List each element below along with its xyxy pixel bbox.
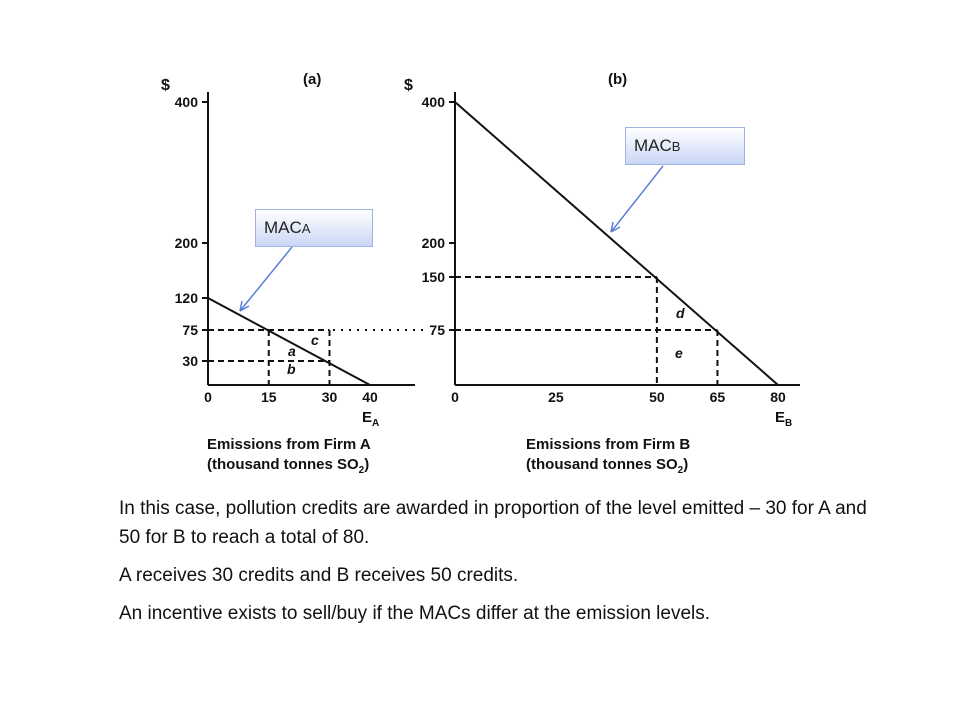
region-c-label: c bbox=[311, 332, 319, 348]
panel-a bbox=[161, 71, 415, 476]
panel-b-y-tick-label: 150 bbox=[421, 269, 445, 285]
panel-b-y-tick-label: 200 bbox=[421, 235, 445, 251]
panel-a-y-label: $ bbox=[161, 77, 170, 94]
panel-a-y-tick-label: 75 bbox=[182, 322, 198, 338]
panel-a-y-tick-label: 120 bbox=[174, 290, 198, 306]
panel-a-x-ticks bbox=[204, 389, 378, 405]
panel-a-title: (a) bbox=[303, 71, 322, 88]
mac-b-callout-label: MAC bbox=[634, 136, 672, 155]
paragraph-2: A receives 30 credits and B receives 50 credits. bbox=[119, 565, 519, 586]
mac-b-callout bbox=[625, 127, 745, 165]
panel-a-y-ticks bbox=[175, 94, 208, 369]
panel-b-y-label: $ bbox=[404, 77, 413, 94]
panel-b-x-tick-label: 0 bbox=[451, 389, 459, 405]
panel-a-y-tick-label: 30 bbox=[182, 353, 198, 369]
panel-a-x-tick-label: 30 bbox=[321, 389, 338, 405]
mac-b-callout-sub: B bbox=[671, 138, 681, 154]
mac-a-callout-arrow bbox=[240, 247, 292, 311]
panel-a-caption-line2: (thousand tonnes $SO_2$) bbox=[207, 456, 370, 476]
panel-b-caption-line2: (thousand tonnes $SO_2$) bbox=[526, 456, 689, 476]
mac-a-callout-sub: A bbox=[301, 220, 311, 236]
panel-b-x-tick-label: 80 bbox=[770, 389, 786, 405]
panel-b-x-tick-label: 25 bbox=[548, 389, 564, 405]
paragraph-1: In this case, pollution credits are awarded in proportion of the level emitted – 30 for A and 50 for B to reach a total of 80. bbox=[119, 498, 867, 548]
panel-a-x-tick-label: 15 bbox=[260, 389, 277, 405]
mac-b-callout-arrow bbox=[611, 166, 663, 232]
panel-b-y-ticks bbox=[422, 94, 455, 338]
panel-a-x-tick-label: 40 bbox=[362, 389, 378, 405]
panel-b-x-tick-label: 65 bbox=[709, 389, 726, 405]
panel-a-x-label: $E_A$ bbox=[362, 409, 380, 429]
panel-b-title: (b) bbox=[608, 71, 628, 88]
panel-a-x-tick-label: 0 bbox=[204, 389, 212, 405]
region-d-label: d bbox=[676, 305, 685, 321]
panel-b-x-label: $E_B$ bbox=[775, 409, 793, 429]
panel-b-x-ticks bbox=[451, 389, 786, 405]
region-a-label: a bbox=[288, 343, 296, 359]
region-e-label: e bbox=[675, 345, 683, 361]
panel-b-x-tick-label: 50 bbox=[649, 389, 665, 405]
panel-b-y-tick-label: 400 bbox=[421, 94, 445, 110]
panel-a-y-tick-label: 200 bbox=[174, 235, 198, 251]
mac-a-callout-label: MAC bbox=[264, 218, 302, 237]
explanation-text bbox=[119, 494, 879, 628]
panel-b-caption-line1: Emissions from Firm B bbox=[526, 436, 691, 453]
panel-a-y-tick-label: 400 bbox=[174, 94, 198, 110]
paragraph-3: An incentive exists to sell/buy if the MACs differ at the emission levels. bbox=[119, 603, 711, 624]
mac-a-callout bbox=[255, 209, 373, 247]
panel-a-caption-line1: Emissions from Firm A bbox=[207, 436, 371, 453]
panel-b-y-tick-label: 75 bbox=[429, 322, 445, 338]
region-b-label: b bbox=[287, 361, 296, 377]
